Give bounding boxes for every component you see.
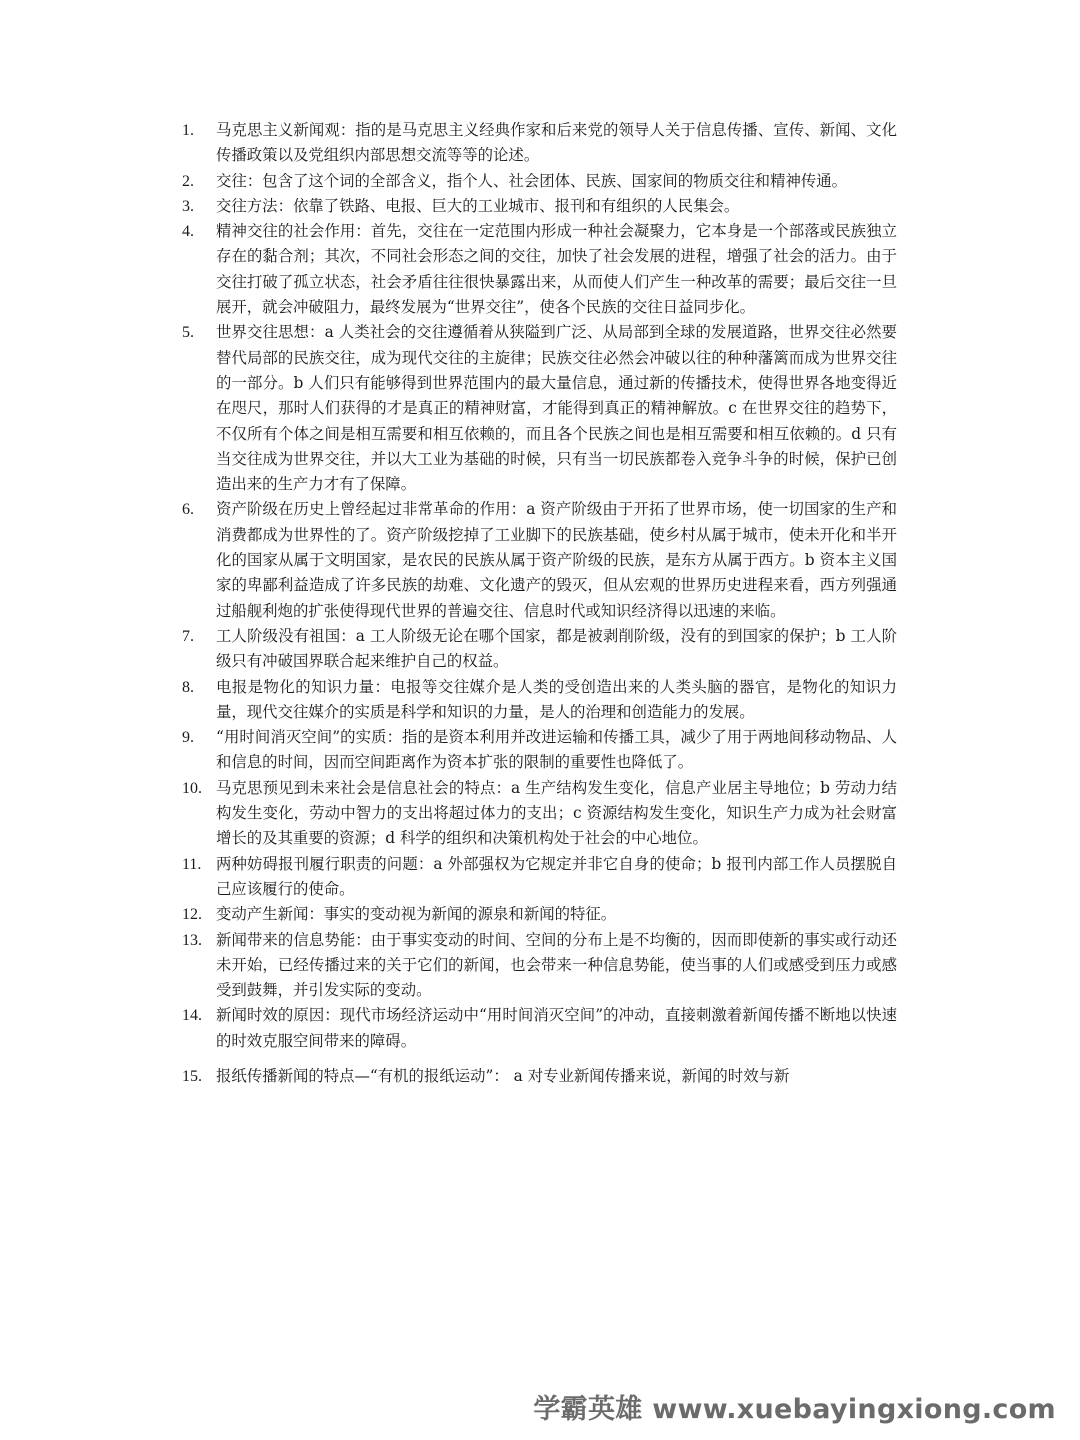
list-item [182, 497, 897, 623]
item-number: 8. [182, 678, 194, 696]
item-text: 交往方法：依靠了铁路、电报、巨大的工业城市、报刊和有组织的人民集会。 [216, 196, 740, 215]
list-item [182, 725, 897, 776]
item-number: 10. [182, 779, 202, 797]
item-number: 2. [182, 172, 194, 190]
list-item [182, 902, 897, 927]
item-number: 12. [182, 906, 202, 924]
item-text: 电报是物化的知识力量：电报等交往媒介是人类的受创造出来的人类头脑的器官，是物化的知识力量，现代交往媒介的实质是科学和知识的力量，是人的治理和创造能力的发展。 [216, 677, 897, 721]
item-text: 世界交往思想：a 人类社会的交往遵循着从狭隘到广泛、从局部到全球的发展道路，世界交往必然要替代局部的民族交往，成为现代交往的主旋律；民族交往必然会冲破以往的种种藩篱而成为世界交往的一部分。b 人们只有能够得到世界范围内的最大量信息，通过新的传播技术，使得世界各地变得近在咫尺，那时人们获得的才是真正的精神财富，才能得到真正的精神解放。c 在世界交往的趋势下，不仅所有个体之间是相互需要和相互依赖的，而且各个民族之间也是相互需要和相互依赖的。d 只有当交往成为世界交往，并以大工业为基础的时候，只有当一切民族都卷入竞争斗争的时候，保护已创造出来的生产力才有了保障。 [216, 323, 897, 494]
list-item [182, 776, 897, 852]
item-text: 交往：包含了这个词的全部含义，指个人、社会团体、民族、国家间的物质交往和精神传通。 [216, 171, 848, 190]
item-number: 7. [182, 627, 194, 645]
item-text: 报纸传播新闻的特点—“有机的报纸运动”： a 对专业新闻传播来说，新闻的时效与新 [216, 1066, 790, 1085]
list-item [182, 852, 897, 903]
list-item [182, 1003, 897, 1054]
list-item [182, 219, 897, 320]
item-text: 马克思主义新闻观：指的是马克思主义经典作家和后来党的领导人关于信息传播、宣传、新闻、文化传播政策以及党组织内部思想交流等等的论述。 [216, 121, 897, 165]
item-number: 11. [182, 855, 202, 873]
item-text: 新闻时效的原因：现代市场经济运动中“用时间消灭空间”的冲动，直接刺激着新闻传播不断地以快速的时效克服空间带来的障碍。 [216, 1006, 897, 1050]
item-text: “用时间消灭空间”的实质：指的是资本利用并改进运输和传播工具，减少了用于两地间移动物品、人和信息的时间，因而空间距离作为资本扩张的限制的重要性也降低了。 [216, 728, 897, 772]
item-text: 新闻带来的信息势能：由于事实变动的时间、空间的分布上是不均衡的，因而即使新的事实或行动还未开始，已经传播过来的关于它们的新闻，也会带来一种信息势能，使当事的人们或感受到压力或感受到鼓舞，并引发实际的变动。 [216, 930, 897, 1000]
item-number: 9. [182, 729, 194, 747]
item-text: 工人阶级没有祖国：a 工人阶级无论在哪个国家，都是被剥削阶级，没有的到国家的保护；b 工人阶级只有冲破国界联合起来维护自己的权益。 [216, 626, 897, 671]
definition-list [182, 118, 897, 1089]
item-number: 1. [182, 122, 194, 139]
list-item [182, 624, 897, 675]
item-number: 6. [182, 501, 194, 519]
item-number: 5. [182, 324, 194, 342]
list-item [182, 928, 897, 1004]
list-item [182, 320, 897, 497]
item-number: 13. [182, 931, 202, 949]
item-text: 两种妨碍报刊履行职责的问题：a 外部强权为它规定并非它自身的使命；b 报刊内部工作人员摆脱自己应该履行的使命。 [216, 854, 897, 898]
item-text: 变动产生新闻：事实的变动视为新闻的源泉和新闻的特征。 [216, 905, 617, 924]
item-text: 资产阶级在历史上曾经起过非常革命的作用：a 资产阶级由于开拓了世界市场，使一切国家的生产和消费都成为世界性的了。资产阶级挖掉了工业脚下的民族基础，使乡村从属于城市，使未开化和半开化的国家从属于文明国家，是农民的民族从属于资产阶级的民族，是东方从属于西方。b 资本主义国家的卑鄙利益造成了许多民族的劫难、文化遗产的毁灭，但从宏观的世界历史进程来看，西方列强通过船舰利炮的扩张使得现代世界的普遍交往、信息时代或知识经济得以迅速的来临。 [216, 500, 897, 620]
item-number: 3. [182, 197, 194, 215]
item-text: 精神交往的社会作用：首先，交往在一定范围内形成一种社会凝聚力，它本身是一个部落或民族独立存在的黏合剂；其次，不同社会形态之间的交往，加快了社会发展的进程，增强了社会的活力。由于交往打破了孤立状态，社会矛盾往往很快暴露出来，从而使人们产生一种改革的需要；最后交往一旦展开，就会冲破阻力，最终发展为“世界交往”，使各个民族的交往日益同步化。 [216, 222, 897, 317]
item-number: 4. [182, 223, 194, 241]
item-number: 15. [182, 1067, 202, 1085]
list-item [182, 194, 897, 219]
item-number: 14. [182, 1007, 202, 1025]
list-item [182, 675, 897, 726]
list-item [182, 1064, 897, 1089]
list-item [182, 169, 897, 194]
list-item [182, 118, 897, 169]
site-watermark: 学霸英雄 www.xuebayingxiong.com [533, 1394, 1056, 1425]
item-text: 马克思预见到未来社会是信息社会的特点：a 生产结构发生变化，信息产业居主导地位；b 劳动力结构发生变化，劳动中智力的支出将超过体力的支出；c 资源结构发生变化，知识生产力成为社会财富增长的及其重要的资源；d 科学的组织和决策机构处于社会的中心地位。 [216, 778, 897, 848]
